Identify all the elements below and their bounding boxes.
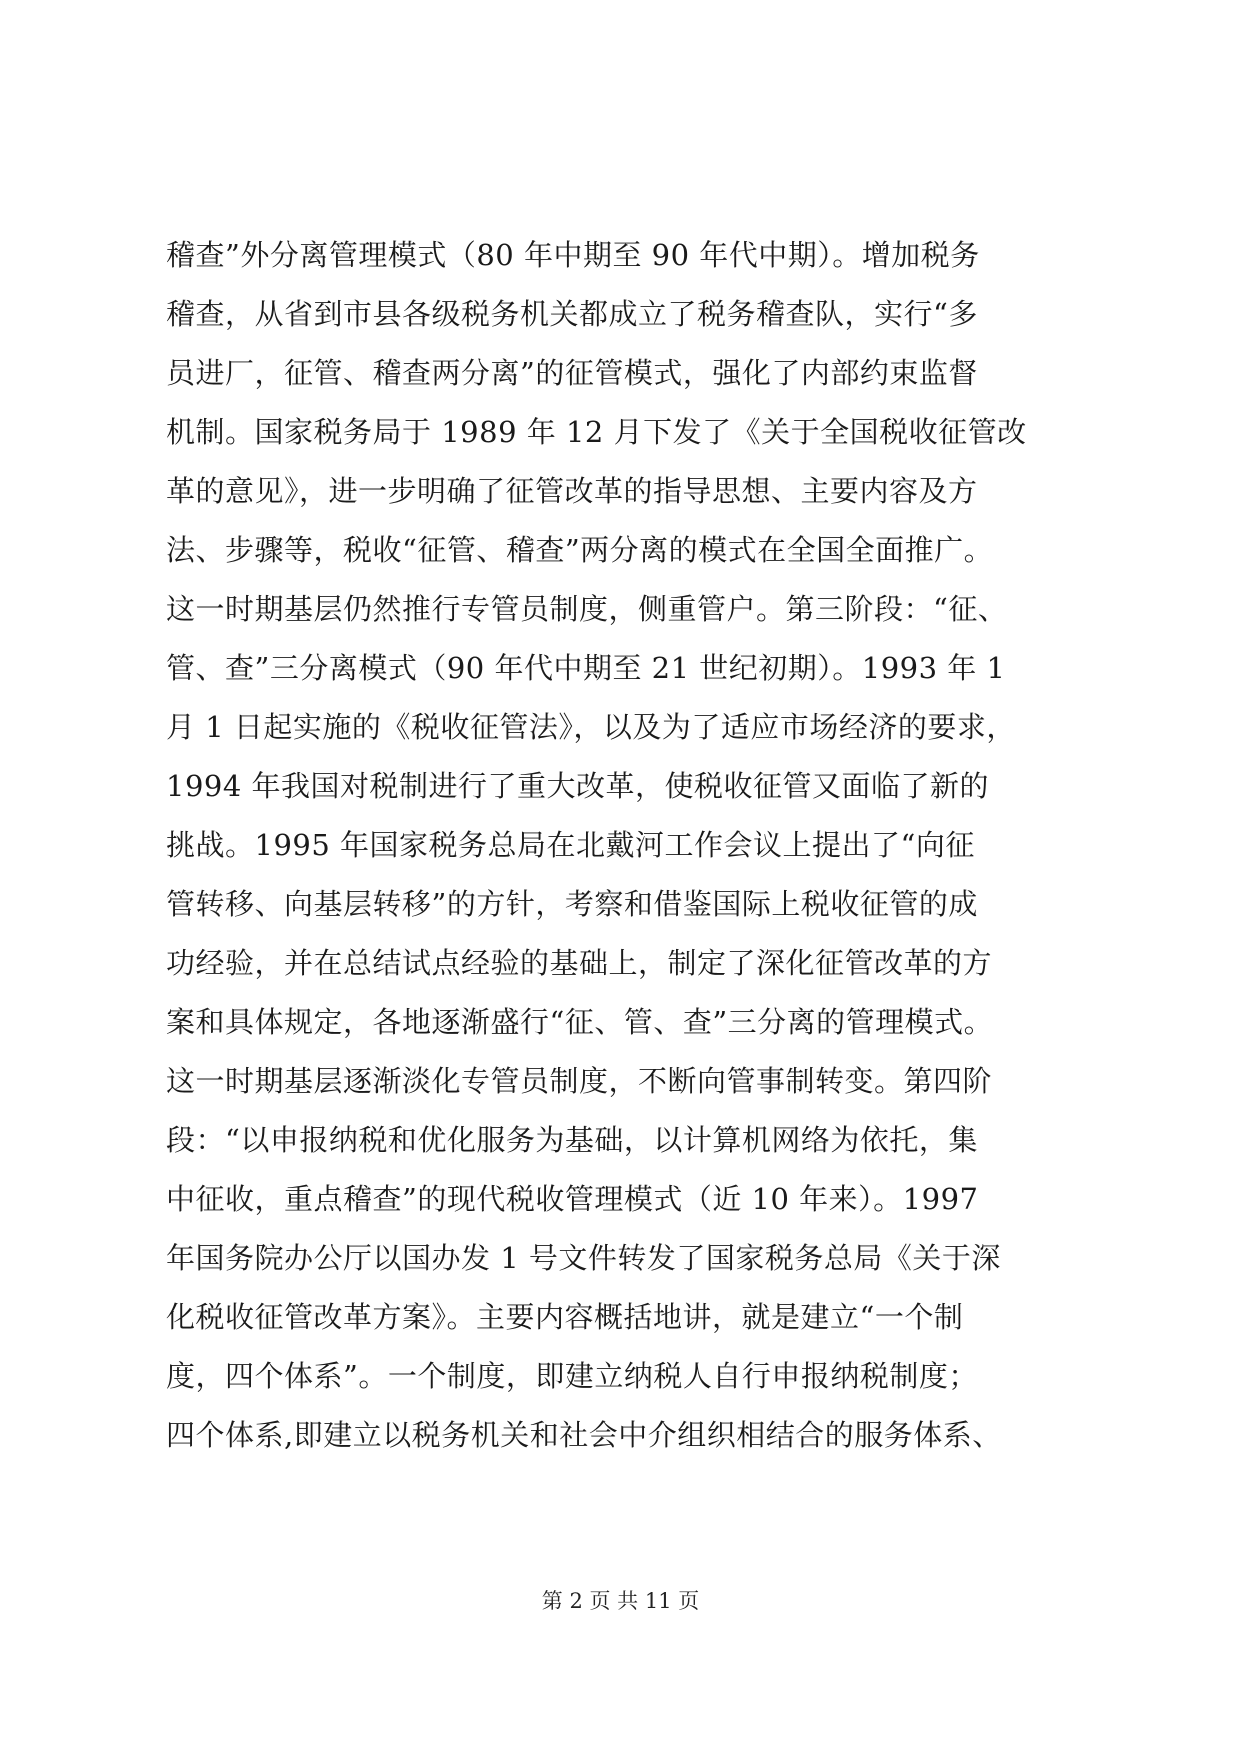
text-line: 机制。国家税务局于 1989 年 12 月下发了《关于全国税收征管改 bbox=[166, 415, 1027, 449]
text-line: 稽查，从省到市县各级税务机关都成立了税务稽查队，实行“多 bbox=[166, 297, 978, 331]
text-line: 年国务院办公厅以国办发 1 号文件转发了国家税务总局《关于深 bbox=[166, 1241, 1001, 1275]
text-line: 月 1 日起实施的《税收征管法》，以及为了适应市场经济的要求， bbox=[166, 710, 1016, 744]
text-line: 管、查”三分离模式（90 年代中期至 21 世纪初期）。1993 年 1 bbox=[166, 651, 1006, 685]
text-line: 四个体系,即建立以税务机关和社会中介组织相结合的服务体系、 bbox=[166, 1418, 1002, 1452]
page-number-footer: 第 2 页 共 11 页 bbox=[541, 1589, 700, 1613]
body-text bbox=[166, 226, 1086, 1465]
text-line: 革的意见》，进一步明确了征管改革的指导思想、主要内容及方 bbox=[166, 474, 978, 508]
text-line: 化税收征管改革方案》。主要内容概括地讲，就是建立“一个制 bbox=[166, 1300, 964, 1334]
text-line: 稽查”外分离管理模式（80 年中期至 90 年代中期）。增加税务 bbox=[166, 238, 980, 272]
text-line: 员进厂，征管、稽查两分离”的征管模式，强化了内部约束监督 bbox=[166, 356, 978, 390]
text-line: 中征收，重点稽查”的现代税收管理模式（近 10 年来）。1997 bbox=[166, 1182, 979, 1216]
text-line: 挑战。1995 年国家税务总局在北戴河工作会议上提出了“向征 bbox=[166, 828, 975, 862]
text-line: 法、步骤等，税收“征管、稽查”两分离的模式在全国全面推广。 bbox=[166, 533, 994, 567]
text-line: 管转移、向基层转移”的方针，考察和借鉴国际上税收征管的成 bbox=[166, 887, 978, 921]
text-line: 段：“以申报纳税和优化服务为基础，以计算机网络为依托，集 bbox=[166, 1123, 978, 1157]
text-line: 1994 年我国对税制进行了重大改革，使税收征管又面临了新的 bbox=[166, 769, 990, 803]
text-line: 度，四个体系”。一个制度，即建立纳税人自行申报纳税制度； bbox=[166, 1359, 978, 1393]
text-line: 这一时期基层仍然推行专管员制度，侧重管户。第三阶段：“征、 bbox=[166, 592, 1008, 626]
text-line: 案和具体规定，各地逐渐盛行“征、管、查”三分离的管理模式。 bbox=[166, 1005, 994, 1039]
text-line: 这一时期基层逐渐淡化专管员制度，不断向管事制转变。第四阶 bbox=[166, 1064, 993, 1098]
text-line: 功经验，并在总结试点经验的基础上，制定了深化征管改革的方 bbox=[166, 946, 993, 980]
